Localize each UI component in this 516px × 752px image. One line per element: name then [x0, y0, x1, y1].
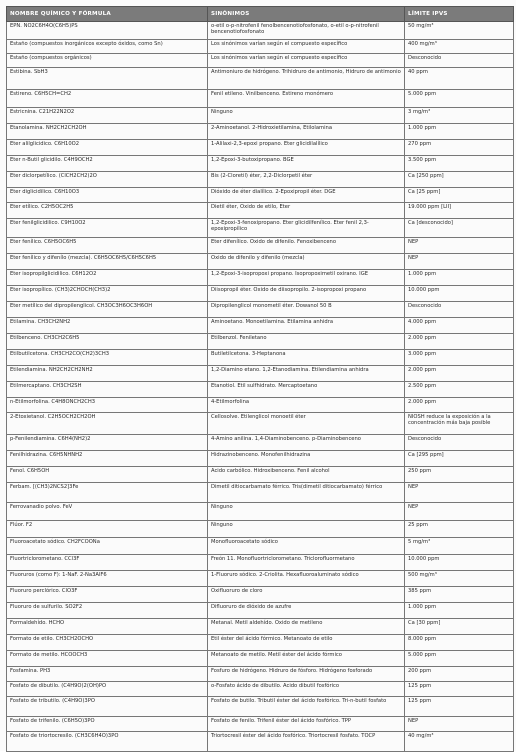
cell-synonyms: 1-Alilaxi-2,3-epoxi propano. Eter glicidilalílico	[208, 140, 405, 156]
cell-chemical-name: Eter alilglicidico. C6H10O2	[7, 140, 208, 156]
cell-synonyms: Butiletilcetona. 3-Heptanona	[208, 350, 405, 366]
cell-ipvs-limit: NIOSH reduce la exposición a la concentración más baja posible	[405, 413, 514, 435]
cell-synonyms: Difluoruro de dióxido de azufre	[208, 603, 405, 619]
cell-chemical-name: Estaño (compuestos orgánicos)	[7, 54, 208, 68]
cell-ipvs-limit: 2.000 ppm	[405, 398, 514, 413]
table-row	[7, 521, 514, 538]
table-row	[7, 40, 514, 54]
cell-ipvs-limit: Desconocido	[405, 435, 514, 451]
cell-chemical-name: Eter fenilglicidilico. C9H10O2	[7, 219, 208, 238]
cell-chemical-name: Estricnina. C21H22N2O2	[7, 108, 208, 124]
cell-chemical-name: Fosfato de trifenilo. (C6H5O)3PO	[7, 717, 208, 732]
cell-ipvs-limit: 2.000 ppm	[405, 366, 514, 382]
cell-ipvs-limit: Ca [295 ppm]	[405, 451, 514, 467]
cell-chemical-name: Eter fenílico. C6H5OC6H5	[7, 238, 208, 254]
cell-synonyms: Eter difenílico. Oxido de difenilo. Fenoxibenceno	[208, 238, 405, 254]
cell-synonyms: Freón 11. Monofluortriclorometano. Triclorofluormetano	[208, 555, 405, 571]
table-row	[7, 732, 514, 752]
cell-chemical-name: Fenilhidrazina. C6H5NHNH2	[7, 451, 208, 467]
table-row	[7, 571, 514, 587]
table-row	[7, 140, 514, 156]
cell-ipvs-limit: 500 mg/m³	[405, 571, 514, 587]
header-synonyms: SINÓNIMOS	[208, 7, 405, 22]
table-row	[7, 124, 514, 140]
cell-chemical-name: Fenol. C6H5OH	[7, 467, 208, 483]
cell-chemical-name: Eter diglicidilico. C6H10O3	[7, 188, 208, 203]
table-row	[7, 334, 514, 350]
cell-chemical-name: Fluoruros (como F): 1-NaF. 2-Na3AlF6	[7, 571, 208, 587]
cell-synonyms: Antimoniuro de hidrógeno. Trihidruro de antimonio, Hidruro de antimonio	[208, 68, 405, 90]
cell-chemical-name: Estibina. SbH3	[7, 68, 208, 90]
cell-synonyms: Dióxido de éter dialílico. 2-Epoxipropil éter. DGE	[208, 188, 405, 203]
cell-chemical-name: EPN. NO2C6H4O(C6H5)PS	[7, 22, 208, 40]
cell-ipvs-limit: 1.000 ppm	[405, 124, 514, 140]
table-row	[7, 382, 514, 398]
table-row	[7, 203, 514, 219]
cell-synonyms: Acido carbólico. Hidroxibenceno. Fenil alcohol	[208, 467, 405, 483]
cell-synonyms: Cellosolve. Etilenglicol monoetil éter	[208, 413, 405, 435]
cell-ipvs-limit: 3 mg/m³	[405, 108, 514, 124]
cell-ipvs-limit: Ca [desconocido]	[405, 219, 514, 238]
cell-synonyms: Fosfato de butilo. Tributil éster del ácido fosfórico. Tri-n-butil fosfato	[208, 697, 405, 717]
cell-synonyms: Oxifluoruro de cloro	[208, 587, 405, 603]
cell-synonyms: Aminoetano. Monoetilamina. Etilamina anhidra	[208, 318, 405, 334]
cell-ipvs-limit: NEP	[405, 717, 514, 732]
cell-synonyms: Fosfuro de hidrógeno. Hidruro de fósforo. Hidrógeno fosforado	[208, 667, 405, 682]
cell-chemical-name: Fosfato de tributilo. (C4H9O)3PO	[7, 697, 208, 717]
cell-ipvs-limit: NEP	[405, 238, 514, 254]
cell-ipvs-limit: 10.000 ppm	[405, 555, 514, 571]
cell-chemical-name: Fluortriclorometano. CCl3F	[7, 555, 208, 571]
table-row	[7, 538, 514, 555]
cell-ipvs-limit: 5.000 ppm	[405, 651, 514, 667]
cell-ipvs-limit: 40 ppm	[405, 68, 514, 90]
table-row	[7, 68, 514, 90]
cell-chemical-name: Fosfato de triortocresilo. (CH3C6H4O)3PO	[7, 732, 208, 752]
cell-synonyms: Monofluoroacetato sódico	[208, 538, 405, 555]
table-row	[7, 172, 514, 188]
cell-chemical-name: Formato de metilo. HCOOCH3	[7, 651, 208, 667]
cell-chemical-name: Eter n-Butil glicidilo. C4H9OCH2	[7, 156, 208, 172]
cell-chemical-name: Eter diclorpetílico. (ClCH2CH2)2O	[7, 172, 208, 188]
cell-synonyms: Dipropilenglicol monometil éter. Dowanol 50 B	[208, 302, 405, 318]
cell-synonyms: 1,2-Epoxi-3-fenoxipropano. Eter glicidilfenílico. Eter fenil 2,3-epoxipropílico	[208, 219, 405, 238]
cell-ipvs-limit: 1.000 ppm	[405, 270, 514, 286]
table-row	[7, 22, 514, 40]
cell-ipvs-limit: 19.000 ppm [LII]	[405, 203, 514, 219]
table-row	[7, 366, 514, 382]
cell-ipvs-limit: NEP	[405, 254, 514, 270]
cell-ipvs-limit: Ca [30 ppm]	[405, 619, 514, 635]
cell-ipvs-limit: 5 mg/m³	[405, 538, 514, 555]
cell-chemical-name: Formaldehído. HCHO	[7, 619, 208, 635]
cell-chemical-name: Ferrovanadio polvo. FeV	[7, 503, 208, 521]
cell-ipvs-limit: 250 ppm	[405, 467, 514, 483]
cell-ipvs-limit: 125 ppm	[405, 697, 514, 717]
table-row	[7, 682, 514, 697]
table-row	[7, 238, 514, 254]
cell-synonyms: Dietil éter, Oxido de etilo, Eter	[208, 203, 405, 219]
cell-ipvs-limit: Desconocido	[405, 54, 514, 68]
ipvs-table	[6, 6, 514, 752]
table-row	[7, 270, 514, 286]
cell-ipvs-limit: NEP	[405, 483, 514, 503]
cell-chemical-name: Eter etílico. C2H5OC2H5	[7, 203, 208, 219]
cell-synonyms: Ninguno	[208, 108, 405, 124]
cell-synonyms: Etanotiol. Etil sulfhidrato. Mercaptoetano	[208, 382, 405, 398]
cell-synonyms: Triortocresil éster del ácido fosfórico. Triortocresil fosfato. TOCP	[208, 732, 405, 752]
cell-synonyms: Metanoato de metilo. Metil éster del ácido fórmico	[208, 651, 405, 667]
cell-synonyms: Ninguno	[208, 503, 405, 521]
cell-ipvs-limit: 5.000 ppm	[405, 90, 514, 108]
cell-ipvs-limit: 40 mg/m³	[405, 732, 514, 752]
table-row	[7, 483, 514, 503]
table-row	[7, 503, 514, 521]
cell-chemical-name: Fosfamina. PH3	[7, 667, 208, 682]
table-row	[7, 318, 514, 334]
cell-ipvs-limit: 4.000 ppm	[405, 318, 514, 334]
table-row	[7, 302, 514, 318]
cell-ipvs-limit: 400 mg/m³	[405, 40, 514, 54]
cell-ipvs-limit: 3.500 ppm	[405, 156, 514, 172]
table-row	[7, 619, 514, 635]
cell-chemical-name: Etilamina. CH3CH2NH2	[7, 318, 208, 334]
cell-synonyms: Los sinónimos varían según el compuesto específico	[208, 54, 405, 68]
cell-chemical-name: Flúor. F2	[7, 521, 208, 538]
cell-ipvs-limit: 8.000 ppm	[405, 635, 514, 651]
cell-synonyms: 4-Etilmorfolina	[208, 398, 405, 413]
cell-chemical-name: Etilbenceno. CH3CH2C6H5	[7, 334, 208, 350]
cell-ipvs-limit: 3.000 ppm	[405, 350, 514, 366]
cell-ipvs-limit: 125 ppm	[405, 682, 514, 697]
table-row	[7, 413, 514, 435]
cell-synonyms: Ninguno	[208, 521, 405, 538]
table-row	[7, 451, 514, 467]
cell-chemical-name: Fluoroacetato sódico. CH2FCOONa	[7, 538, 208, 555]
cell-chemical-name: Eter isopropilglicidilico. C6H12O2	[7, 270, 208, 286]
cell-synonyms: Etil éster del ácido fórmico. Metanoato de etilo	[208, 635, 405, 651]
table-row	[7, 108, 514, 124]
table-row	[7, 398, 514, 413]
cell-synonyms: 1,2-Epoxi-3-butoxipropano. BGE	[208, 156, 405, 172]
table-row	[7, 555, 514, 571]
cell-ipvs-limit: 200 ppm	[405, 667, 514, 682]
cell-synonyms: 2-Aminoetanol. 2-Hidroxietilamina, Etilolamina	[208, 124, 405, 140]
cell-ipvs-limit: 25 ppm	[405, 521, 514, 538]
cell-chemical-name: Etilbutilcetona. CH3CH2CO(CH2)3CH3	[7, 350, 208, 366]
cell-ipvs-limit: 10.000 ppm	[405, 286, 514, 302]
cell-ipvs-limit: Ca [25 ppm]	[405, 188, 514, 203]
cell-synonyms: Oxido de difenilo y difenilo (mezcla)	[208, 254, 405, 270]
cell-ipvs-limit: Desconocido	[405, 302, 514, 318]
cell-synonyms: Diisopropil éter. Oxido de diisopropilo. 2-isopropoxi propano	[208, 286, 405, 302]
cell-ipvs-limit: NEP	[405, 503, 514, 521]
header-chemical-name: NOMBRE QUÍMICO Y FÓRMULA	[7, 7, 208, 22]
cell-ipvs-limit: 2.500 ppm	[405, 382, 514, 398]
table-row	[7, 90, 514, 108]
table-row	[7, 717, 514, 732]
table-header-row	[7, 7, 514, 22]
table-row	[7, 651, 514, 667]
cell-chemical-name: Fluoruro de sulfurilo. SO2F2	[7, 603, 208, 619]
cell-chemical-name: Fosfato de dibutilo. (C4H9O)2(OH)PO	[7, 682, 208, 697]
cell-ipvs-limit: 2.000 ppm	[405, 334, 514, 350]
cell-synonyms: Dimetil ditiocarbamato férrico. Tris(dimetil ditiocarbamato) férrico	[208, 483, 405, 503]
table-row	[7, 286, 514, 302]
cell-synonyms: 1,2-Epoxi-3-isopropoxi propano. Isopropoximetil oxirano. IGE	[208, 270, 405, 286]
cell-synonyms: Fosfato de fenilo. Trifenil éster del ácido fosfórico. TPP	[208, 717, 405, 732]
cell-synonyms: Etilbenzol. Feniletano	[208, 334, 405, 350]
table-row	[7, 467, 514, 483]
cell-synonyms: 4-Amino anilina. 1,4-Diaminobenceno. p-Diaminobenceno	[208, 435, 405, 451]
table-row	[7, 188, 514, 203]
cell-synonyms: Hidrazinobenceno. Monofenilhidrazina	[208, 451, 405, 467]
table-body	[7, 22, 514, 752]
cell-synonyms: 1-Fluoruro sódico. 2-Criolita. Hexafluoroaluminato sódico	[208, 571, 405, 587]
cell-chemical-name: Formato de etilo. CH3CH2OCHO	[7, 635, 208, 651]
cell-chemical-name: Ferbam. [(CH3)2NCS2]3Fe	[7, 483, 208, 503]
table-row	[7, 603, 514, 619]
cell-chemical-name: 2-Etoxietanol. C2H5OCH2CH2OH	[7, 413, 208, 435]
cell-chemical-name: Estaño (compuestos inorgánicos excepto óxidos, como Sn)	[7, 40, 208, 54]
cell-chemical-name: n-Etilmorfolina. C4H8ONCH2CH3	[7, 398, 208, 413]
table-row	[7, 435, 514, 451]
cell-synonyms: Bis (2-Cloretil) éter, 2,2-Diclorpetil éter	[208, 172, 405, 188]
cell-chemical-name: Etanolamina. NH2CH2CH2OH	[7, 124, 208, 140]
cell-chemical-name: Eter metílico del dipropilenglicol. CH3OC3H6OC3H6OH	[7, 302, 208, 318]
cell-ipvs-limit: 50 mg/m³	[405, 22, 514, 40]
cell-chemical-name: Eter isopropílico. (CH3)2CHOCH(CH3)2	[7, 286, 208, 302]
cell-synonyms: o-etil o-p-nitrofenil fenolbencenotiofosfonato, o-etil o-p-nitrofenil bencenotiofosfonato	[208, 22, 405, 40]
cell-chemical-name: Estireno. C6H5CH=CH2	[7, 90, 208, 108]
table-row	[7, 219, 514, 238]
table-row	[7, 54, 514, 68]
cell-chemical-name: p-Fenilendiamina. C6H4(NH2)2	[7, 435, 208, 451]
cell-synonyms: Metanal. Metil aldehído. Oxido de metileno	[208, 619, 405, 635]
cell-chemical-name: Eter fenílico y difenílo (mezcla). C6H5OC6H5/C6H5C6H5	[7, 254, 208, 270]
cell-synonyms: 1,2-Diamino etano. 1,2-Etanodiamina. Etilendiamina anhidra	[208, 366, 405, 382]
cell-chemical-name: Fluoruro perclórico. ClO3F	[7, 587, 208, 603]
table-row	[7, 667, 514, 682]
cell-synonyms: Fenil etileno. Vinilbenceno. Estireno monómero	[208, 90, 405, 108]
cell-ipvs-limit: Ca [250 ppm]	[405, 172, 514, 188]
table-row	[7, 697, 514, 717]
header-ipvs-limit: LÍMITE IPVS	[405, 7, 514, 22]
table-row	[7, 635, 514, 651]
cell-chemical-name: Etilmercaptano. CH3CH2SH	[7, 382, 208, 398]
cell-chemical-name: Etilendiamina. NH2CH2CH2NH2	[7, 366, 208, 382]
table-row	[7, 587, 514, 603]
cell-synonyms: o-Fosfato ácido de dibutilo. Acido dibutil fosfórico	[208, 682, 405, 697]
cell-synonyms: Los sinónimos varían según el compuesto específico	[208, 40, 405, 54]
cell-ipvs-limit: 270 ppm	[405, 140, 514, 156]
cell-ipvs-limit: 1.000 ppm	[405, 603, 514, 619]
table-row	[7, 156, 514, 172]
table-row	[7, 350, 514, 366]
table-row	[7, 254, 514, 270]
cell-ipvs-limit: 385 ppm	[405, 587, 514, 603]
